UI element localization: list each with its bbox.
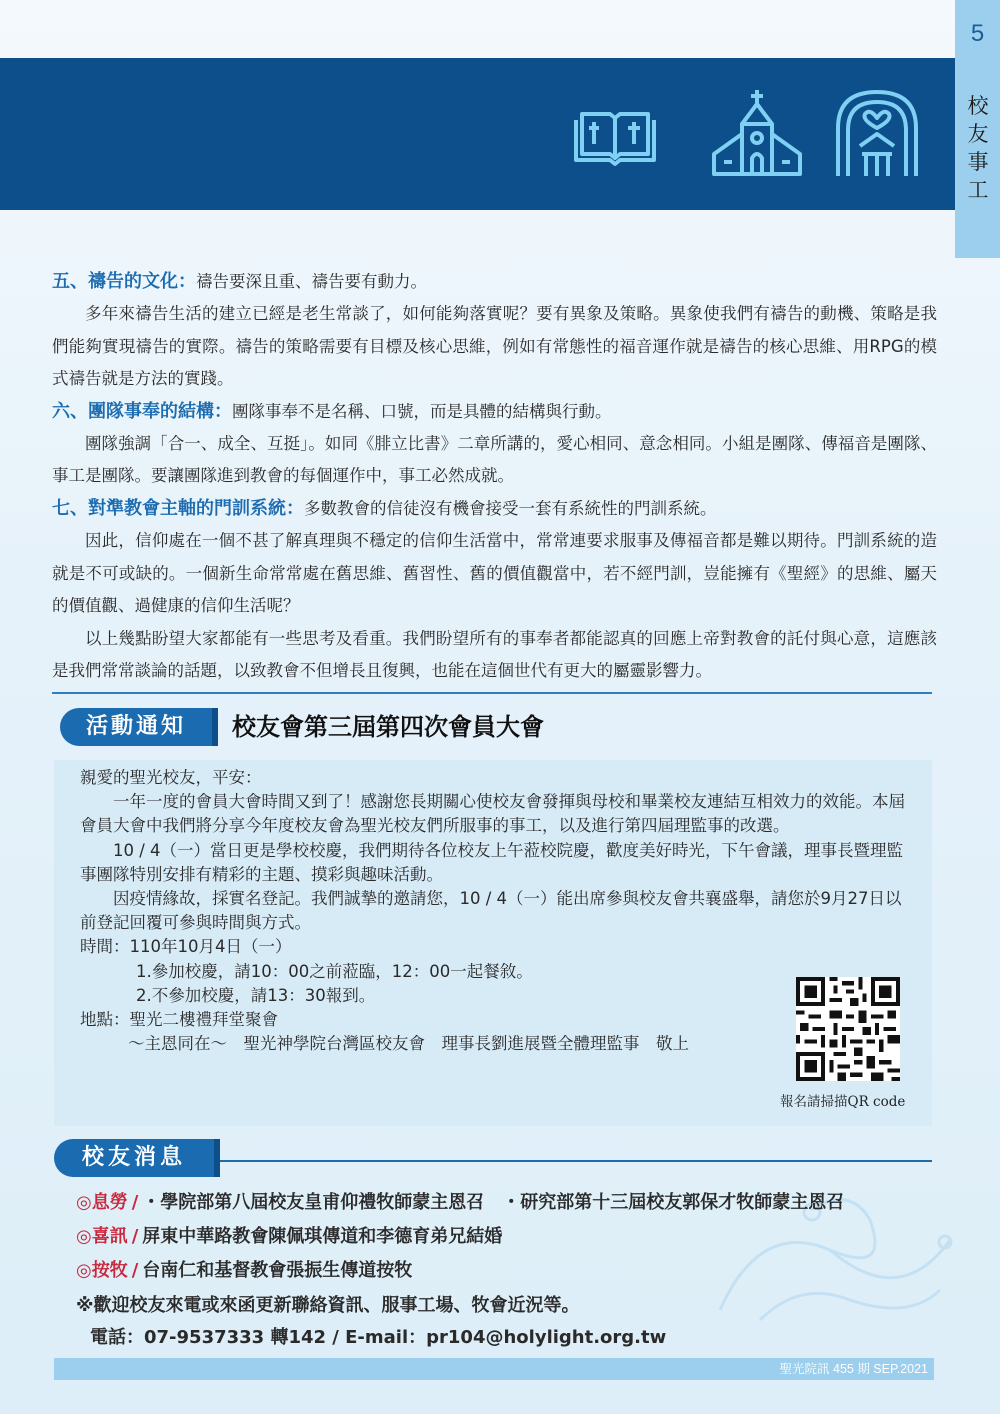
notice-place: 地點：聖光二樓禮拜堂聚會 xyxy=(80,1010,278,1030)
news-tag-edge xyxy=(214,1139,220,1177)
news-list xyxy=(76,1186,936,1288)
news-separator: / xyxy=(131,1260,139,1281)
news-label: ◎息勞 xyxy=(76,1192,128,1213)
section-5-title: 五、禱告的文化： xyxy=(52,271,196,292)
section-divider xyxy=(52,692,932,694)
section-7-body: 因此，信仰處在一個不甚了解真理與不穩定的信仰生活當中，常常連要求服事及傳福音都是難以期待。門訓系統的造就是不可或缺的。一個新生命常常處在舊思維、舊習性、舊的價值觀當中，若不經門訓，豈能擁有《聖經》的思維、屬天的價值觀、過健康的信仰生活呢？ xyxy=(52,530,937,616)
section-5-lead: 禱告要深且重、禱告要有動力。 xyxy=(196,272,427,291)
news-label: ◎按牧 xyxy=(76,1260,128,1281)
contact-note: ※歡迎校友來電或來函更新聯絡資訊、服事工場、牧會近況等。 xyxy=(76,1295,580,1316)
notice-signature: ～主恩同在～ 聖光神學院台灣區校友會 理事長劉進展暨全體理監事 敬上 xyxy=(128,1034,689,1054)
contact-line: 電話：07-9537333 轉142 / E-mail：pr104@holylight.org.tw xyxy=(90,1327,667,1348)
section-7-heading xyxy=(52,493,937,525)
qr-caption: 報名請掃描QR code xyxy=(780,1094,906,1110)
notice-tag: 活動通知 xyxy=(60,708,212,746)
section-6-title: 六、團隊事奉的結構： xyxy=(52,400,232,422)
notice-option-1: 1.參加校慶，請10：00之前蒞臨，12：00一起餐敘。 xyxy=(136,961,533,981)
notice-greeting: 親愛的聖光校友，平安： xyxy=(80,768,262,787)
news-separator: / xyxy=(131,1226,139,1247)
notice-tag-edge xyxy=(212,708,218,746)
notice-title: 校友會第三屆第四次會員大會 xyxy=(232,713,544,741)
section-6-heading xyxy=(52,396,937,428)
notice-time: 時間：110年10月4日（一） xyxy=(80,937,292,957)
side-label-char: 友 xyxy=(967,122,989,146)
news-item-wedding xyxy=(76,1220,936,1254)
closing-paragraph: 以上幾點盼望大家都能有一些思考及看重。我們盼望所有的事奉者都能認真的回應上帝對教會的託付與心意，這應該是我們常常談論的話題，以致教會不但增長且復興，也能在這個世代有更大的屬靈影響力。 xyxy=(52,628,937,681)
news-item-ordination xyxy=(76,1254,936,1288)
section-5-heading xyxy=(52,266,937,298)
footer-issue: 聖光院訊 455 期 SEP.2021 xyxy=(779,1362,928,1376)
section-7-lead: 多數教會的信徒沒有機會接受一套有系統性的門訓系統。 xyxy=(304,498,717,518)
notice-option-2: 2.不參加校慶，請13：30報到。 xyxy=(136,985,376,1005)
registration-qr-code[interactable] xyxy=(796,977,900,1081)
news-rule xyxy=(220,1160,932,1162)
notice-text xyxy=(80,766,915,1056)
notice-paragraph-3: 因疫情緣故，採實名登記。我們誠摯的邀請您，10 / 4（一）能出席參與校友會共襄盛舉，請您於9月27日以前登記回覆可參與時間與方式。 xyxy=(80,889,902,933)
news-text: ・學院部第八屆校友皇甫仰禮牧師蒙主恩召 ・研究部第十三屆校友郭保才牧師蒙主恩召 xyxy=(142,1192,845,1213)
section-7-title: 七、對準教會主軸的門訓系統： xyxy=(52,497,304,519)
news-tag: 校友消息 xyxy=(54,1139,214,1177)
section-5-body: 多年來禱告生活的建立已經是老生常談了，如何能夠落實呢？要有異象及策略。異象使我們有禱告的動機、策略是我們能夠實現禱告的實際。禱告的策略需要有目標及核心思維，例如有常態性的福音運作就是禱告的核心思維、用RPG的模式禱告就是方法的實踐。 xyxy=(52,304,937,389)
section-6-body: 團隊強調「合一、成全、互挺」。如同《腓立比書》二章所講的，愛心相同、意念相同。小組是團隊、傳福音是團隊、事工是團隊。要讓團隊進到教會的每個運作中，事工必然成就。 xyxy=(52,433,937,486)
contact-info xyxy=(76,1290,666,1354)
header-icons xyxy=(570,88,920,178)
notice-paragraph-1: 一年一度的會員大會時間又到了！感謝您長期關心使校友會發揮與母校和畢業校友連結互相效力的效能。本屆會員大會中我們將分享今年度校友會為聖光校友們所服事的事工，以及進行第四屆理監事的改選。 xyxy=(80,792,905,836)
side-label-char: 工 xyxy=(967,178,989,202)
news-item-passing xyxy=(76,1186,936,1220)
side-label-char: 事 xyxy=(967,150,989,174)
open-bible-icon xyxy=(570,108,660,168)
church-icon xyxy=(702,88,812,178)
side-label-char: 校 xyxy=(967,94,989,118)
wedding-arch-icon xyxy=(832,88,922,178)
page-number: 5 xyxy=(970,20,985,47)
side-section-label xyxy=(966,92,990,204)
article-body xyxy=(52,266,937,688)
news-text: 台南仁和基督教會張振生傳道按牧 xyxy=(142,1260,413,1281)
section-6-lead: 團隊事奉不是名稱、口號，而是具體的結構與行動。 xyxy=(232,401,612,421)
news-text: 屏東中華路教會陳佩琪傳道和李德育弟兄結婚 xyxy=(142,1226,503,1247)
news-separator: / xyxy=(131,1192,139,1213)
news-label: ◎喜訊 xyxy=(76,1226,128,1247)
notice-paragraph-2: 10 / 4（一）當日更是學校校慶，我們期待各位校友上午蒞校院慶，歡度美好時光，下午會議，理事長暨理監事團隊特別安排有精彩的主題、摸彩與趣味活動。 xyxy=(80,840,904,884)
